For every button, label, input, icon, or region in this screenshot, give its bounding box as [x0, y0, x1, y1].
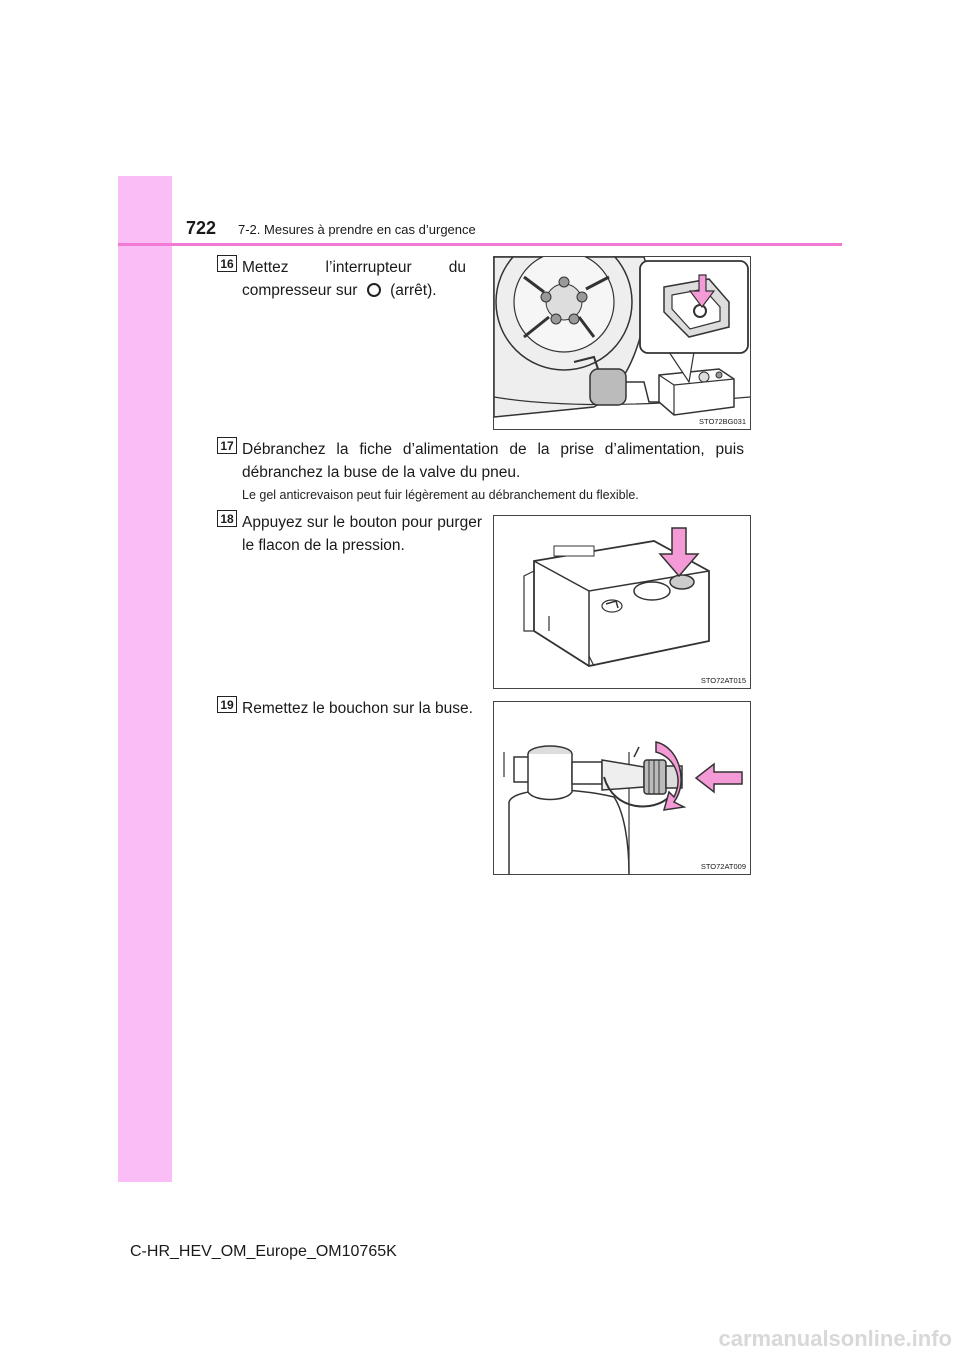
step-18-line2: le flacon de la pression.: [242, 537, 405, 554]
step-18-line1: Appuyez sur le bouton pour purger: [242, 514, 482, 531]
step-19-line1: Remettez le bouchon sur la buse.: [242, 700, 473, 717]
figure-compressor-switch: [493, 256, 751, 430]
header-rule: [118, 243, 842, 246]
step-badge-19: 19: [217, 696, 237, 713]
step-badge-17: 17: [217, 437, 237, 454]
figure-code: STO72AT015: [700, 676, 746, 685]
sidebar-tab: [118, 176, 172, 1182]
compressor-switch-illustration: [494, 257, 750, 429]
step-badge-16: 16: [217, 255, 237, 272]
step-17-line2: débranchez la buse de la valve du pneu.: [242, 464, 521, 481]
step-16-line1: Mettez l’interrupteur du: [242, 259, 466, 276]
page-number: 722: [186, 218, 217, 238]
off-symbol-icon: [366, 282, 382, 298]
watermark: carmanualsonline.info: [718, 1326, 952, 1351]
step-16-line2-b: (arrêt).: [390, 282, 437, 299]
step-19-text: [242, 697, 482, 720]
figure-purge-button: [493, 515, 751, 689]
figure-code: STO72AT009: [700, 862, 746, 871]
step-18-text: [242, 511, 482, 557]
step-17-text: [242, 438, 744, 484]
compressor-purge-illustration: [494, 516, 750, 688]
step-17-line1: Débranchez la fiche d’alimentation de la prise d’alimentation, puis: [242, 441, 744, 458]
step-16-text: [242, 256, 466, 302]
step-17-note: Le gel anticrevaison peut fuir légèrement au débranchement du flexible.: [242, 488, 639, 502]
step-16-line2: [242, 279, 466, 302]
section-title: 7-2. Mesures à prendre en cas d’urgence: [238, 222, 476, 237]
footer-doc-id: C-HR_HEV_OM_Europe_OM10765K: [130, 1243, 397, 1260]
step-badge-18: 18: [217, 510, 237, 527]
figure-nozzle-cap: [493, 701, 751, 875]
figure-code: STO72BG031: [699, 417, 746, 426]
nozzle-cap-illustration: [494, 702, 750, 874]
step-16-line2-a: compresseur sur: [242, 282, 358, 299]
